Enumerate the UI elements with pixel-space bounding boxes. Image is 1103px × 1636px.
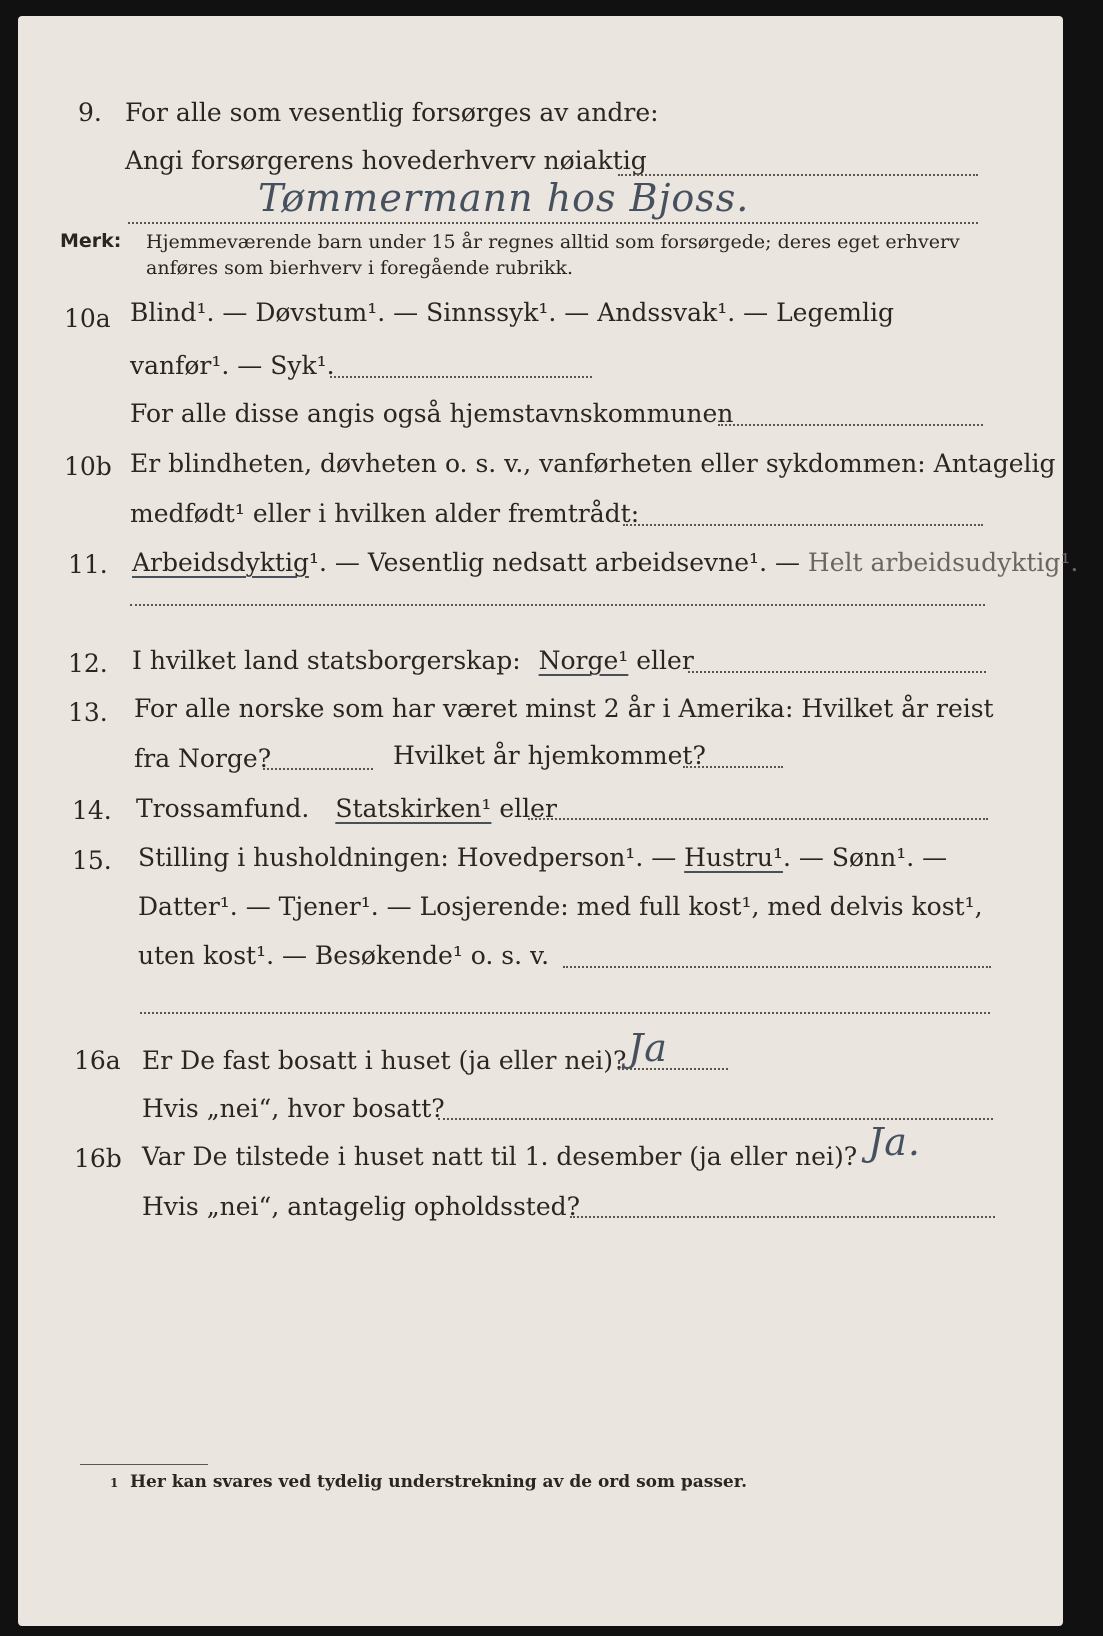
q10a-line3: For alle disse angis også hjemstavnskommunen <box>130 399 734 428</box>
merk-line2: anføres som bierhverv i foregående rubrikk. <box>146 257 574 279</box>
q12-text: I hvilket land statsborgerskap: <box>132 646 521 675</box>
q9-number: 9. <box>78 98 102 127</box>
q14-option-statskirken[interactable]: Statskirken¹ <box>335 794 492 823</box>
q12-number: 12. <box>68 649 108 678</box>
q14-number: 14. <box>72 796 112 825</box>
q14-text: Trossamfund. <box>136 794 310 823</box>
q14-fill-line <box>528 818 988 820</box>
q10a-line2: vanfør¹. — Syk¹. <box>130 351 335 380</box>
footnote-text: Her kan svares ved tydelig understrekning av de ord som passer. <box>130 1472 748 1492</box>
q13-number: 13. <box>68 698 108 727</box>
q13-line2a: fra Norge? <box>134 744 272 773</box>
q13-hjem-line <box>683 766 783 768</box>
q16b-handwritten-answer[interactable]: Ja. <box>868 1120 921 1164</box>
footnote-mark: 1 <box>110 1476 119 1490</box>
q11-answer-line <box>130 604 985 606</box>
q13-line2b: Hvilket år hjemkommet? <box>393 741 706 770</box>
q16b-line1: Var De tilstede i huset natt til 1. desember (ja eller nei)? <box>142 1142 858 1171</box>
q15-line2: Datter¹. — Tjener¹. — Losjerende: med full kost¹, med delvis kost¹, <box>138 892 983 921</box>
q11-option-arbeidsdyktig[interactable]: Arbeidsdyktig <box>132 548 309 577</box>
q11-option-udyktig[interactable]: Helt arbeidsudyktig¹. <box>807 548 1079 577</box>
q10a-line1: Blind¹. — Døvstum¹. — Sinnssyk¹. — Andssvak¹. — Legemlig <box>130 298 894 327</box>
q15-line1-end: . — Sønn¹. — <box>783 843 948 872</box>
q10a-number: 10a <box>64 304 111 333</box>
q10a-syk-line <box>330 376 592 378</box>
q10b-line1: Er blindheten, døvheten o. s. v., vanførheten eller sykdommen: Antagelig <box>130 449 1056 478</box>
q15-line1 <box>138 843 947 873</box>
q15-fill-line <box>563 966 991 968</box>
q11-line <box>132 548 1078 578</box>
q12-line <box>132 646 694 676</box>
q14-tail: eller <box>499 794 557 823</box>
q10b-number: 10b <box>64 452 112 481</box>
q16a-handwritten-answer[interactable]: Ja <box>628 1026 668 1070</box>
q16a-line1: Er De fast bosatt i huset (ja eller nei)? <box>142 1046 627 1075</box>
q10a-kommune-line <box>718 424 983 426</box>
q16b-line2: Hvis „nei“, antagelig opholdssted? <box>142 1192 581 1221</box>
q15-answer-line <box>140 1012 990 1014</box>
footnote-rule <box>80 1464 208 1465</box>
q15-number: 15. <box>72 846 112 875</box>
q16a-fill-line <box>618 1068 728 1070</box>
q12-fill-line <box>688 671 986 673</box>
merk-line1: Hjemmeværende barn under 15 år regnes alltid som forsørgede; deres eget erhverv <box>146 231 960 253</box>
q9-handwritten-answer[interactable]: Tømmermann hos Bjoss. <box>258 176 750 220</box>
q13-reist-line <box>263 768 373 770</box>
merk-label: Merk: <box>60 230 122 252</box>
q16a-number: 16a <box>74 1046 121 1075</box>
q11-number: 11. <box>68 550 108 579</box>
q15-line3: uten kost¹. — Besøkende¹ o. s. v. <box>138 941 550 970</box>
q15-line1-start: Stilling i husholdningen: Hovedperson¹. — <box>138 843 685 872</box>
q9-line1: For alle som vesentlig forsørges av andre: <box>125 98 659 127</box>
q16b-number: 16b <box>74 1144 122 1173</box>
q14-line <box>136 794 557 824</box>
q10b-line2: medfødt¹ eller i hvilken alder fremtrådt: <box>130 499 640 528</box>
q9-line2: Angi forsørgerens hovederhverv nøiaktig <box>125 146 647 175</box>
q12-tail: eller <box>636 646 694 675</box>
q15-option-hustru[interactable]: Hustru¹ <box>684 843 784 872</box>
q9-answer-line <box>128 222 978 224</box>
q11-middle: ¹. — Vesentlig nedsatt arbeidsevne¹. — <box>308 548 808 577</box>
q13-line1: For alle norske som har været minst 2 år i Amerika: Hvilket år reist <box>134 694 994 723</box>
q12-option-norge[interactable]: Norge¹ <box>538 646 629 675</box>
q16a-line2: Hvis „nei“, hvor bosatt? <box>142 1094 445 1123</box>
q16b-fill-line <box>570 1216 995 1218</box>
census-form-page <box>18 16 1079 1626</box>
q10b-fill-line <box>623 524 983 526</box>
